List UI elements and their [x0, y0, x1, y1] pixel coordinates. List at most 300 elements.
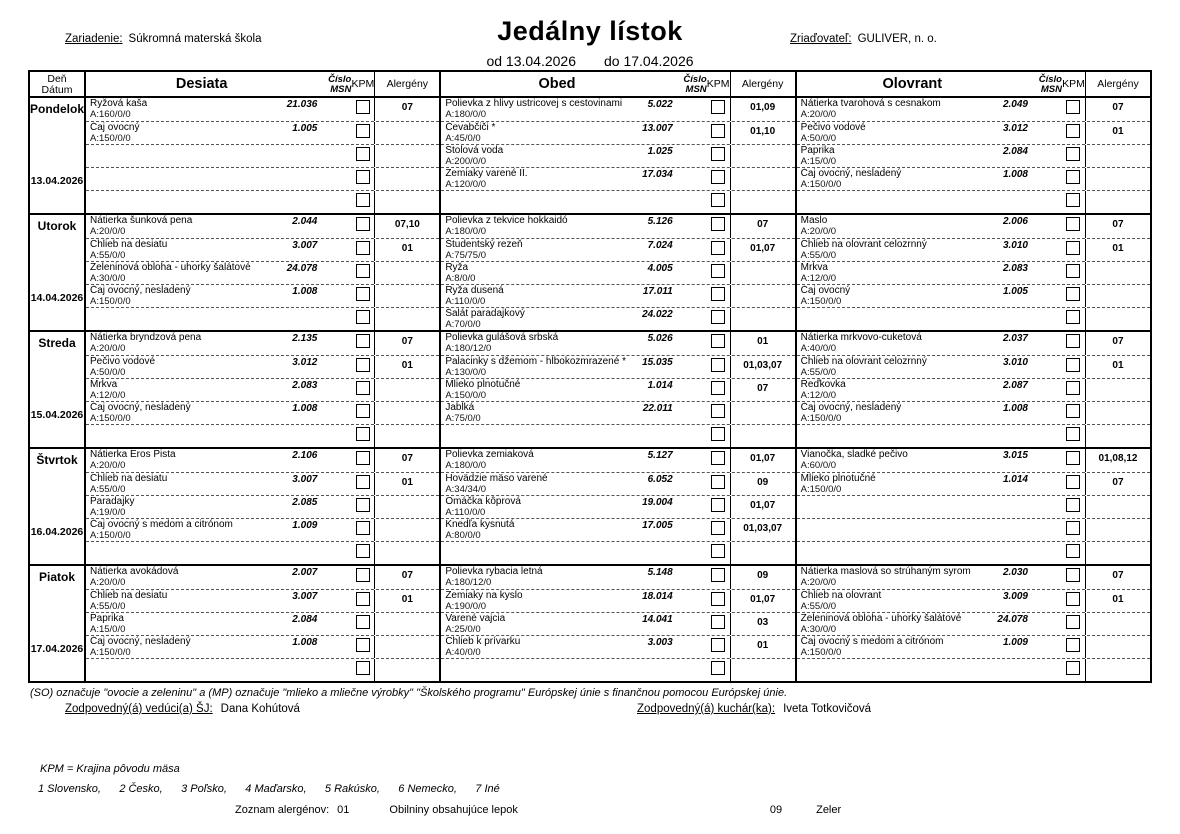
dish-cell	[86, 239, 351, 261]
dish-portion: A:8/0/0	[445, 272, 476, 284]
allergen-cell	[1086, 308, 1150, 330]
msn-header-line1: Číslo	[683, 74, 707, 85]
dish-name: Varené vajcia	[445, 613, 506, 624]
menu-item-row	[797, 589, 1150, 612]
dish-msn-code: 3.010	[1002, 357, 1028, 368]
kpm-checkbox	[356, 498, 370, 512]
dish-cell	[441, 566, 706, 589]
dish-portion: A:200/0/0	[445, 155, 486, 167]
kpm-cell	[351, 332, 375, 355]
menu-item-row	[86, 449, 439, 472]
page-title: Jedálny lístok	[497, 16, 683, 46]
allergen-cell	[731, 285, 795, 307]
header-section-obed	[441, 72, 796, 96]
menu-item-row	[797, 307, 1150, 330]
allergen-cell: 07	[401, 453, 413, 464]
allergen-cell	[375, 519, 439, 541]
dish-cell	[86, 145, 351, 167]
dish-portion: A:160/0/0	[90, 108, 131, 120]
allergen-cell: 07	[401, 102, 413, 113]
meal-section-obed	[441, 98, 796, 213]
allergen-cell: 07	[757, 219, 769, 230]
kpm-checkbox	[356, 381, 370, 395]
menu-table-body	[30, 98, 1150, 681]
kpm-checkbox	[711, 451, 725, 465]
dish-portion: A:20/0/0	[800, 108, 837, 120]
kpm-cell	[1062, 98, 1086, 121]
dish-portion: A:20/0/0	[800, 225, 837, 237]
dish-cell	[441, 379, 706, 401]
menu-item-row	[797, 401, 1150, 424]
dish-cell	[797, 308, 1062, 330]
kpm-checkbox	[711, 592, 725, 606]
allergen-cell	[731, 308, 795, 330]
dish-cell	[86, 496, 351, 518]
allergen-list	[235, 804, 841, 816]
founder-line	[790, 33, 937, 45]
dish-cell	[441, 590, 706, 612]
dish-msn-code: 3.007	[292, 240, 318, 251]
allergen-cell: 01	[1112, 360, 1124, 371]
allergen-cell: 01,07	[750, 594, 776, 605]
dish-name: Šalát paradajkový	[445, 308, 525, 319]
dish-portion: A:19/0/0	[90, 506, 126, 518]
dish-cell	[441, 473, 706, 495]
kpm-checkbox	[1066, 592, 1080, 606]
kpm-checkbox	[711, 334, 725, 348]
dish-cell	[797, 98, 1062, 121]
kpm-cell	[1062, 239, 1086, 261]
cook-label: Zodpovedný(á) kuchár(ka):	[637, 703, 776, 715]
meal-section-desiata	[86, 449, 441, 564]
kpm-checkbox	[711, 264, 725, 278]
menu-item-row	[86, 401, 439, 424]
dish-msn-code: 2.084	[292, 614, 318, 625]
dish-portion: A:20/0/0	[800, 576, 837, 588]
kpm-checkbox	[1066, 193, 1080, 207]
menu-item-row	[86, 98, 439, 121]
dish-name: Paprika	[800, 145, 835, 156]
kpm-cell	[1062, 262, 1086, 284]
dish-cell	[441, 145, 706, 167]
menu-item-row	[86, 144, 439, 167]
day-cell	[30, 449, 86, 564]
kpm-header: KPM	[707, 72, 731, 96]
dish-cell	[797, 519, 1062, 541]
dish-cell	[86, 449, 351, 472]
dish-portion: A:55/0/0	[90, 600, 126, 612]
dish-name: Polievka z hlivy ustricovej s cestovinami	[445, 98, 623, 109]
dish-cell	[441, 332, 706, 355]
kpm-checkbox	[711, 217, 725, 231]
dish-cell	[441, 356, 706, 378]
kpm-checkbox	[1066, 170, 1080, 184]
kpm-checkbox	[1066, 147, 1080, 161]
kpm-checkbox	[1066, 100, 1080, 114]
dish-name: Maslo	[800, 215, 828, 226]
menu-item-row	[441, 284, 794, 307]
date-range	[0, 53, 1180, 71]
kpm-cell	[707, 519, 731, 541]
meal-section-desiata	[86, 566, 441, 681]
dish-msn-code: 6.052	[647, 474, 673, 485]
day-name: Streda	[38, 336, 76, 350]
kpm-checkbox	[356, 358, 370, 372]
kpm-cell	[707, 542, 731, 564]
allergen-cell	[1086, 496, 1150, 518]
dish-msn-code: 1.009	[1002, 637, 1028, 648]
allergen-cell: 07	[1112, 336, 1124, 347]
menu-item-row	[797, 261, 1150, 284]
kpm-checkbox	[356, 638, 370, 652]
kpm-checkbox	[711, 615, 725, 629]
kpm-cell	[707, 379, 731, 401]
kpm-cell	[707, 239, 731, 261]
kpm-checkbox	[711, 241, 725, 255]
menu-item-row	[797, 658, 1150, 681]
dish-name: Zeleninová obloha - uhorky šalátové	[90, 262, 251, 273]
day-name: Štvrtok	[36, 453, 78, 467]
allergen-cell	[731, 542, 795, 564]
kpm-cell	[707, 659, 731, 681]
kpm-checkbox	[356, 287, 370, 301]
dish-name: Mlieko plnotučné	[800, 473, 876, 484]
kpm-checkbox	[356, 310, 370, 324]
kpm-checkbox	[1066, 475, 1080, 489]
allergen-cell	[1086, 168, 1150, 190]
dish-portion: A:12/0/0	[800, 389, 837, 401]
kpm-checkbox	[711, 358, 725, 372]
program-note: (SO) označuje "ovocie a zeleninu" a (MP) označuje "mlieko a mliečne výrobky" "Školského programu" Európskej únie s finančnou pomocou Európskej únie.	[30, 687, 788, 699]
kpm-cell	[351, 473, 375, 495]
dish-msn-code: 7.024	[647, 240, 673, 251]
allergen-cell	[375, 379, 439, 401]
dish-msn-code: 3.012	[292, 357, 318, 368]
allergen-cell: 09	[757, 570, 769, 581]
kpm-cell	[707, 285, 731, 307]
dish-msn-code: 1.009	[292, 520, 318, 531]
dish-portion: A:20/0/0	[90, 342, 126, 354]
kpm-checkbox	[711, 544, 725, 558]
dish-portion: A:110/0/0	[445, 506, 486, 518]
dish-msn-code: 2.037	[1002, 333, 1028, 344]
dish-name: Mrkva	[800, 262, 828, 273]
kpm-cell	[707, 122, 731, 144]
allergen-cell: 01	[401, 243, 413, 254]
kpm-cell	[351, 496, 375, 518]
dish-name: Nátierka maslová so strúhaným syrom	[800, 566, 971, 577]
dish-cell	[797, 168, 1062, 190]
kpm-checkbox	[1066, 427, 1080, 441]
dish-cell	[797, 402, 1062, 424]
allergen-cell: 01,07	[750, 243, 776, 254]
kpm-checkbox	[1066, 124, 1080, 138]
dish-cell	[86, 168, 351, 190]
dish-cell	[797, 613, 1062, 635]
menu-item-row	[441, 589, 794, 612]
meal-section-olovrant	[797, 332, 1150, 447]
allergen-cell: 07,10	[394, 219, 420, 230]
dish-msn-code: 3.015	[1002, 450, 1028, 461]
kpm-cell	[707, 191, 731, 213]
dish-cell	[441, 239, 706, 261]
menu-item-row	[797, 238, 1150, 261]
menu-item-row	[797, 332, 1150, 355]
kpm-cell	[351, 542, 375, 564]
menu-item-row	[441, 658, 794, 681]
meal-section-olovrant	[797, 215, 1150, 330]
day-row	[30, 330, 1150, 447]
kpm-checkbox	[1066, 310, 1080, 324]
dish-portion: A:55/0/0	[90, 249, 126, 261]
menu-item-row	[441, 238, 794, 261]
kpm-cell	[1062, 613, 1086, 635]
kpm-cell	[351, 98, 375, 121]
meal-section-olovrant	[797, 566, 1150, 681]
allergen-cell	[1086, 542, 1150, 564]
dish-cell	[797, 379, 1062, 401]
dish-name: Čaj ovocný, nesladený	[90, 285, 191, 296]
dish-cell	[797, 496, 1062, 518]
date-to: do 17.04.2026	[604, 53, 694, 69]
day-row	[30, 447, 1150, 564]
menu-item-row	[797, 190, 1150, 213]
allergen-cell	[375, 168, 439, 190]
meal-section-olovrant	[797, 449, 1150, 564]
menu-item-row	[441, 449, 794, 472]
kpm-cell	[1062, 332, 1086, 355]
allergen-cell: 07	[1112, 102, 1124, 113]
dish-cell	[797, 145, 1062, 167]
dish-portion: A:55/0/0	[800, 249, 837, 261]
dish-cell	[797, 636, 1062, 658]
dish-name: Čaj ovocný, nesladený	[90, 402, 191, 413]
kpm-checkbox	[1066, 358, 1080, 372]
menu-item-row	[797, 612, 1150, 635]
dish-name: Čaj ovocný	[800, 285, 851, 296]
kpm-cell	[1062, 449, 1086, 472]
dish-name: Polievka z tekvice hokkaidó	[445, 215, 568, 226]
dish-msn-code: 1.008	[1002, 169, 1028, 180]
allergen-cell	[1086, 519, 1150, 541]
date-range-inner	[482, 53, 697, 71]
dish-name: Čaj ovocný	[90, 122, 140, 133]
allergen-code: 09	[769, 804, 783, 816]
allergen-cell: 07	[757, 383, 769, 394]
kpm-cell	[351, 356, 375, 378]
allergen-cell: 09	[757, 477, 769, 488]
kpm-checkbox	[711, 521, 725, 535]
kpm-cell	[707, 215, 731, 238]
menu-item-row	[441, 495, 794, 518]
dish-cell	[441, 262, 706, 284]
dish-portion: A:15/0/0	[90, 623, 126, 635]
menu-item-row	[86, 284, 439, 307]
dish-cell	[86, 98, 351, 121]
allergen-cell: 01	[1112, 594, 1124, 605]
menu-item-row	[797, 566, 1150, 589]
kpm-checkbox	[356, 170, 370, 184]
dish-portion: A:70/0/0	[445, 318, 481, 330]
allergen-cell	[1086, 145, 1150, 167]
dish-name: Zeleninová obloha - uhorky šalátové	[800, 613, 962, 624]
dish-name: Nátierka šunková pena	[90, 215, 193, 226]
dish-portion: A:130/0/0	[445, 366, 486, 378]
dish-msn-code: 4.005	[647, 263, 673, 274]
menu-item-row	[441, 635, 794, 658]
kpm-cell	[1062, 356, 1086, 378]
kpm-checkbox	[1066, 381, 1080, 395]
menu-item-row	[441, 424, 794, 447]
allergen-cell	[1086, 402, 1150, 424]
kpm-cell	[707, 449, 731, 472]
meal-section-desiata	[86, 98, 441, 213]
menu-item-row	[441, 518, 794, 541]
allergen-cell: 07	[401, 570, 413, 581]
meal-section-obed	[441, 215, 796, 330]
kpm-cell	[1062, 308, 1086, 330]
founder-label: Zriaďovateľ:	[790, 33, 852, 45]
kpm-cell	[351, 566, 375, 589]
dish-name: Zemiaky varené II.	[445, 168, 528, 179]
allergen-cell	[375, 425, 439, 447]
menu-item-row	[441, 332, 794, 355]
kpm-cell	[707, 473, 731, 495]
dish-cell	[441, 168, 706, 190]
dish-cell	[797, 590, 1062, 612]
dish-msn-code: 2.106	[292, 450, 318, 461]
dish-msn-code: 2.044	[292, 216, 318, 227]
kpm-cell	[707, 402, 731, 424]
dish-cell	[441, 496, 706, 518]
dish-msn-code: 3.010	[1002, 240, 1028, 251]
kpm-checkbox	[711, 661, 725, 675]
menu-item-row	[441, 261, 794, 284]
dish-name: Nátierka avokádová	[90, 566, 179, 577]
dish-cell	[86, 542, 351, 564]
dish-name: Čaj ovocný s medom a citrónom	[800, 636, 944, 647]
kpm-cell	[351, 191, 375, 213]
menu-item-row	[441, 472, 794, 495]
dish-cell	[797, 332, 1062, 355]
dish-cell	[441, 191, 706, 213]
dish-name: Ryža dusená	[445, 285, 504, 296]
allergen-cell	[1086, 613, 1150, 635]
dish-name: Chlieb na desiatu	[90, 239, 168, 250]
menu-item-row	[797, 541, 1150, 564]
menu-item-row	[86, 215, 439, 238]
dish-name: Chlieb na olovrant celozrnný	[800, 356, 927, 367]
menu-item-row	[441, 144, 794, 167]
day-row	[30, 98, 1150, 213]
allergen-cell: 01	[401, 477, 413, 488]
dish-cell	[86, 402, 351, 424]
allergen-cell	[375, 122, 439, 144]
dish-cell	[797, 356, 1062, 378]
dish-cell	[86, 215, 351, 238]
allergen-cell: 01,07	[750, 500, 776, 511]
allergen-cell	[1086, 636, 1150, 658]
dish-name: Čaj ovocný, nesladený	[800, 402, 902, 413]
allergen-cell: 01,03,07	[743, 360, 783, 371]
menu-item-row	[86, 541, 439, 564]
dish-portion: A:150/0/0	[90, 529, 131, 541]
menu-item-row	[86, 566, 439, 589]
kpm-cell	[351, 402, 375, 424]
dish-cell	[797, 122, 1062, 144]
kpm-checkbox	[356, 100, 370, 114]
day-cell	[30, 566, 86, 681]
dish-cell	[441, 519, 706, 541]
kpm-cell	[351, 590, 375, 612]
dish-cell	[86, 613, 351, 635]
kpm-checkbox	[711, 193, 725, 207]
menu-item-row	[441, 121, 794, 144]
allergen-cell: 01,08,12	[1098, 453, 1138, 464]
kpm-cell	[707, 496, 731, 518]
dish-name: Chlieb na olovrant	[800, 590, 882, 601]
allergen-cell: 01	[1112, 243, 1124, 254]
dish-portion: A:25/0/0	[445, 623, 481, 635]
menu-item-row	[797, 98, 1150, 121]
allergen-cell	[375, 285, 439, 307]
day-date: 15.04.2026	[30, 409, 84, 421]
dish-name: Ryžová kaša	[90, 98, 148, 109]
kpm-header: KPM	[1062, 72, 1086, 96]
dish-cell	[797, 262, 1062, 284]
allergen-cell: 07	[1112, 570, 1124, 581]
founder-value: GULIVER, n. o.	[857, 33, 937, 45]
dish-portion: A:30/0/0	[800, 623, 837, 635]
kpm-cell	[1062, 168, 1086, 190]
allergen-cell: 01,03,07	[743, 523, 783, 534]
dish-msn-code: 21.036	[286, 99, 318, 110]
menu-item-row	[441, 401, 794, 424]
allergens-header: Alergény	[1097, 78, 1139, 90]
kpm-cell	[1062, 519, 1086, 541]
menu-item-row	[86, 658, 439, 681]
allergen-cell	[375, 496, 439, 518]
dish-name: Chlieb na olovrant celozrnný	[800, 239, 927, 250]
kpm-cell	[1062, 542, 1086, 564]
allergen-cell: 01	[401, 360, 413, 371]
day-date: 13.04.2026	[30, 175, 84, 187]
dish-cell	[86, 122, 351, 144]
kpm-cell	[707, 356, 731, 378]
dish-portion: A:12/0/0	[800, 272, 837, 284]
kpm-cell	[351, 285, 375, 307]
kpm-checkbox	[711, 427, 725, 441]
meal-section-obed	[441, 449, 796, 564]
dish-portion: A:150/0/0	[800, 412, 842, 424]
allergen-cell	[375, 262, 439, 284]
allergen-cell: 01	[401, 594, 413, 605]
allergen-cell	[375, 402, 439, 424]
manager-name: Dana Kohútová	[220, 703, 300, 715]
day-date: 16.04.2026	[30, 526, 84, 538]
dish-portion: A:20/0/0	[90, 576, 126, 588]
kpm-cell	[1062, 191, 1086, 213]
menu-item-row	[86, 261, 439, 284]
dish-name: Čaj ovocný, nesladený	[800, 168, 902, 179]
menu-item-row	[441, 355, 794, 378]
kpm-checkbox	[1066, 615, 1080, 629]
meal-section-olovrant	[797, 98, 1150, 213]
dish-msn-code: 2.084	[1002, 146, 1028, 157]
dish-cell	[441, 285, 706, 307]
dish-msn-code: 2.049	[1002, 99, 1028, 110]
dish-cell	[86, 590, 351, 612]
